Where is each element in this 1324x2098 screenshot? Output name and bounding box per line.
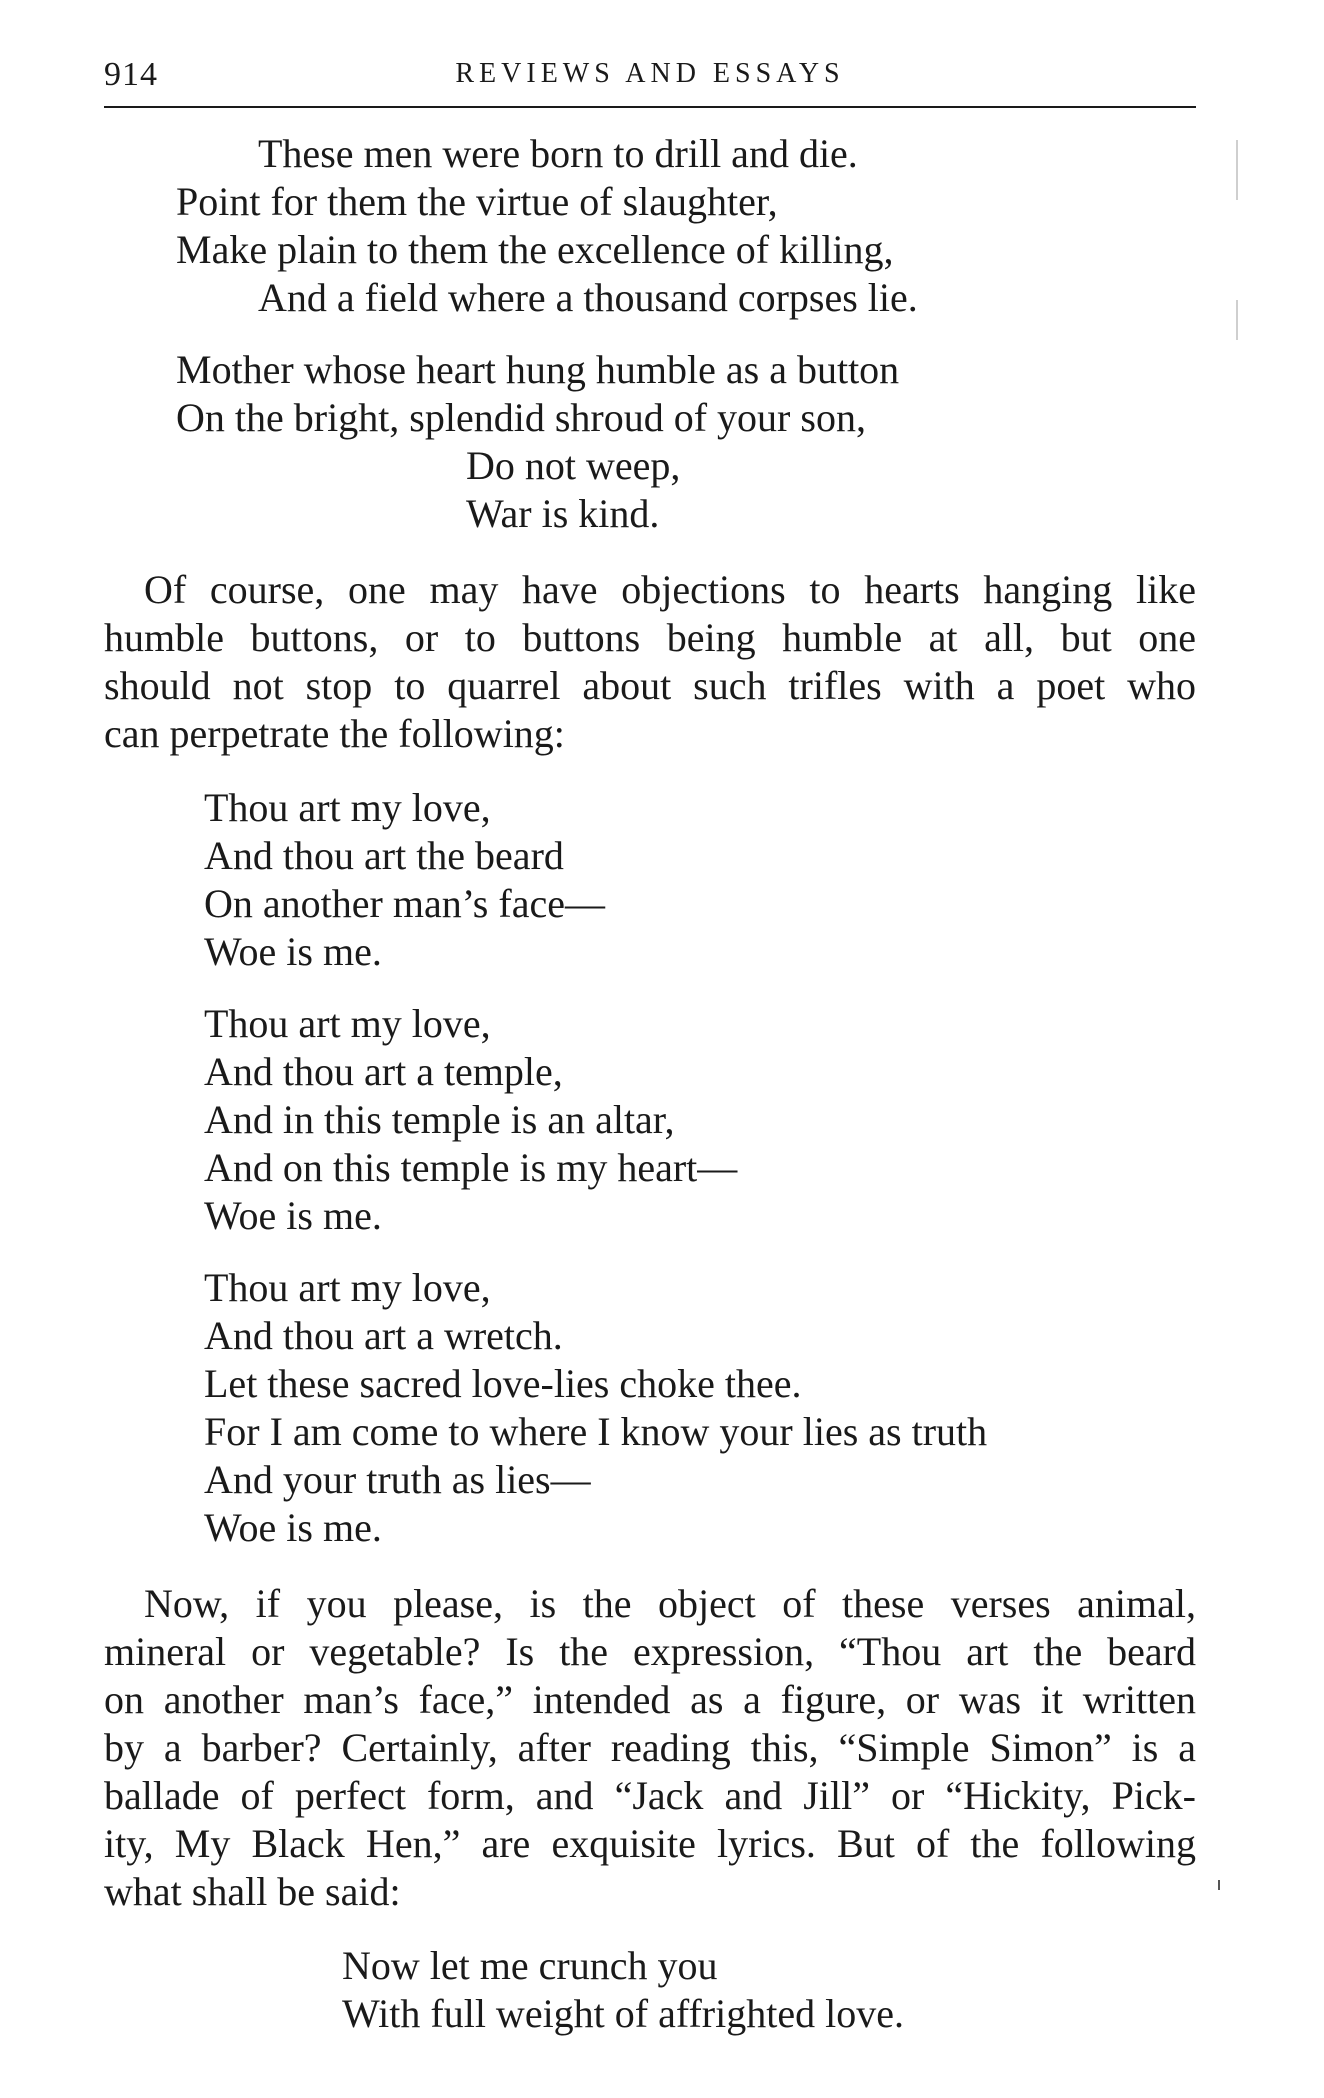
verse-line: Woe is me. bbox=[204, 1505, 382, 1550]
verse-line: And thou art a wretch. bbox=[204, 1313, 563, 1358]
verse-line: And a field where a thousand corpses lie. bbox=[258, 275, 918, 320]
paragraph-line: humble buttons, or to buttons being humble at all, but one bbox=[104, 615, 1196, 660]
verse-line: These men were born to drill and die. bbox=[258, 131, 858, 176]
paragraph bbox=[104, 1580, 1196, 1916]
verse-line: And thou art the beard bbox=[204, 833, 564, 878]
verse-line: Woe is me. bbox=[204, 1193, 382, 1238]
paragraph-line: should not stop to quarrel about such trifles with a poet who bbox=[104, 663, 1196, 708]
verse-line: With full weight of affrighted love. bbox=[342, 1991, 904, 2036]
paragraph-line: what shall be said: bbox=[104, 1869, 401, 1914]
header-rule bbox=[104, 106, 1196, 108]
verse-line: Let these sacred love-lies choke thee. bbox=[204, 1361, 802, 1406]
verse-line: And on this temple is my heart— bbox=[204, 1145, 738, 1190]
running-title: REVIEWS AND ESSAYS bbox=[455, 58, 845, 89]
verse-line: Make plain to them the excellence of killing, bbox=[176, 227, 894, 272]
scan-speck bbox=[1236, 300, 1238, 340]
verse-line: War is kind. bbox=[466, 491, 660, 536]
paragraph-line: ity, My Black Hen,” are exquisite lyrics. But of the following bbox=[104, 1821, 1196, 1866]
paragraph-line: Now, if you please, is the object of these verses animal, bbox=[144, 1581, 1196, 1626]
verse-line: Point for them the virtue of slaughter, bbox=[176, 179, 778, 224]
paragraph-line: Of course, one may have objections to hearts hanging like bbox=[144, 567, 1196, 612]
page-number: 914 bbox=[104, 56, 158, 93]
verse-line: Thou art my love, bbox=[204, 1265, 491, 1310]
paragraph-line: on another man’s face,” intended as a figure, or was it written bbox=[104, 1677, 1196, 1722]
verse-line: On the bright, splendid shroud of your son, bbox=[176, 395, 866, 440]
verse-line: And your truth as lies— bbox=[204, 1457, 591, 1502]
verse-line: Mother whose heart hung humble as a button bbox=[176, 347, 900, 392]
verse-line: On another man’s face— bbox=[204, 881, 605, 926]
paragraph-line: ballade of perfect form, and “Jack and Jill” or “Hickity, Pick- bbox=[104, 1773, 1196, 1818]
verse-line: Thou art my love, bbox=[204, 785, 491, 830]
paragraph-line: by a barber? Certainly, after reading this, “Simple Simon” is a bbox=[104, 1725, 1196, 1770]
verse-line: Do not weep, bbox=[466, 443, 681, 488]
verse-line: Woe is me. bbox=[204, 929, 382, 974]
verse-line: And in this temple is an altar, bbox=[204, 1097, 675, 1142]
verse-line: Thou art my love, bbox=[204, 1001, 491, 1046]
scan-speck bbox=[1218, 1880, 1220, 1890]
verse-line: Now let me crunch you bbox=[342, 1943, 718, 1988]
paragraph-line: can perpetrate the following: bbox=[104, 711, 565, 756]
running-head bbox=[104, 56, 1196, 96]
paragraph-line: mineral or vegetable? Is the expression, “Thou art the beard bbox=[104, 1629, 1196, 1674]
paragraph bbox=[104, 566, 1196, 758]
verse-line: And thou art a temple, bbox=[204, 1049, 563, 1094]
verse-line: For I am come to where I know your lies as truth bbox=[204, 1409, 988, 1454]
scan-speck bbox=[1236, 140, 1238, 200]
